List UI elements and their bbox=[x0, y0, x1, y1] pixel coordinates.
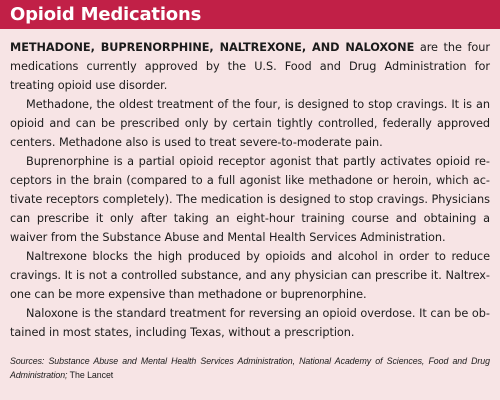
paragraph-naloxone: Naloxone is the standard treatment for reversing an opioid overdose. It can be obtained in most states, including Texas, without a prescription. bbox=[10, 307, 490, 339]
intro-text: are the four medications currently approved by the U.S. Food and Drug Administration for treating opioid use disorder. bbox=[10, 41, 490, 92]
sources-list: Sources: Substance Abuse and Mental Health Services Administration, National Academy of Sciences, Food and Drug Administration; bbox=[10, 356, 490, 380]
sources-note bbox=[10, 354, 490, 382]
paragraph-naltrexone: Naltrexone blocks the high produced by opioids and alcohol in order to reduce cravings. It is not a controlled substance, and any physician can prescribe it. Naltrexone can be more expensive than methadone or buprenorphine. bbox=[10, 250, 490, 301]
box-title: Opioid Medications bbox=[0, 0, 500, 29]
paragraph-buprenorphine: Buprenorphine is a partial opioid receptor agonist that partly activates opioid receptors in the brain (compared to a full agonist like methadone or heroin, which activate receptors completely). The medication is designed to stop cravings. Physicians can prescribe it only after taking an eight-hour training course and obtaining a waiver from the Substance Abuse and Mental Health Services Administration. bbox=[10, 155, 490, 244]
box-body bbox=[0, 29, 500, 382]
sources-lancet: The Lancet bbox=[67, 370, 114, 380]
paragraph-intro bbox=[10, 38, 490, 95]
paragraph-methadone: Methadone, the oldest treatment of the four, is designed to stop cravings. It is an opioid and can be prescribed only by certain tightly controlled, federally approved centers. Methadone also is used to treat severe-to-moderate pain. bbox=[10, 98, 490, 149]
lead-in: METHADONE, BUPRENORPHINE, NALTREXONE, AND NALOXONE bbox=[10, 41, 415, 54]
